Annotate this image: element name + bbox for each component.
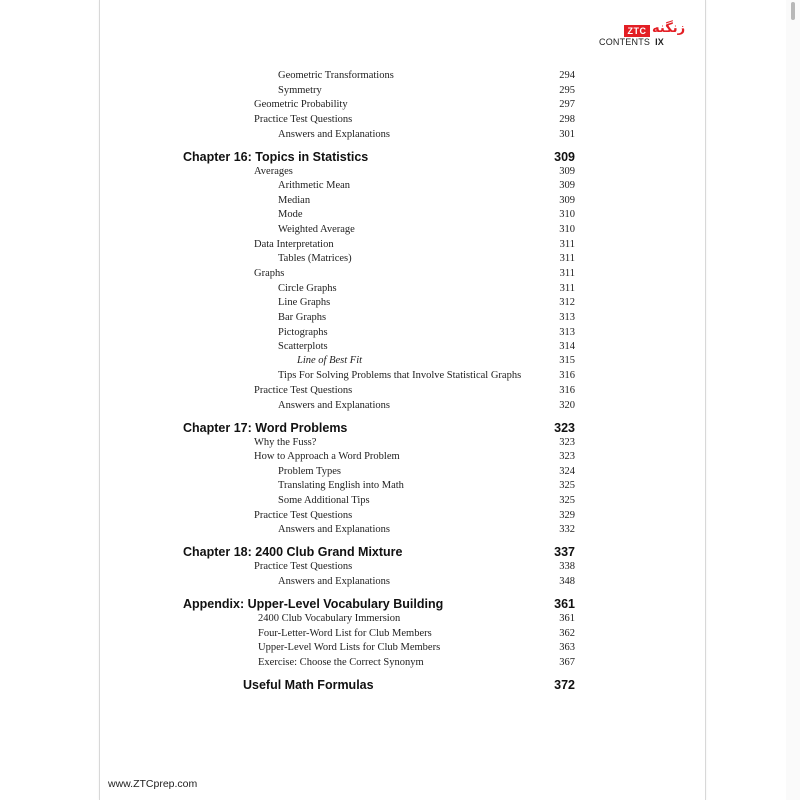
toc-entry-page: 332 <box>559 524 575 535</box>
toc-entry-page: 363 <box>559 642 575 653</box>
toc-entry-title: Why the Fuss? <box>254 437 317 448</box>
toc-entry <box>0 207 800 222</box>
toc-entry-page: 323 <box>554 421 575 435</box>
toc-entry-title: Line of Best Fit <box>297 355 363 366</box>
toc-entry <box>0 464 800 479</box>
toc-entry-page: 329 <box>559 510 575 521</box>
toc-entry-page: 324 <box>559 466 575 477</box>
toc-entry-page: 310 <box>559 224 575 235</box>
logo-wordmark: زنگنه <box>652 21 686 36</box>
toc-chapter-entry <box>0 676 800 694</box>
toc-entry-page: 294 <box>559 70 575 81</box>
toc-entry-page: 361 <box>559 613 575 624</box>
toc-entry-title: Data Interpretation <box>254 239 334 250</box>
toc-entry <box>0 178 800 193</box>
toc-entry-title: Weighted Average <box>278 224 355 235</box>
toc-entry-title: Problem Types <box>278 466 341 477</box>
toc-entry-title: Geometric Probability <box>254 99 348 110</box>
toc-entry-page: 325 <box>559 480 575 491</box>
toc-entry-page: 316 <box>559 370 575 381</box>
toc-entry-title: Median <box>278 195 311 206</box>
toc-entry-title: Averages <box>254 166 293 177</box>
toc-entry-page: 311 <box>559 253 575 264</box>
toc-entry-title: Answers and Explanations <box>278 129 390 140</box>
toc-entry-title: Tables (Matrices) <box>278 253 352 264</box>
toc-entry-title: Mode <box>278 209 303 220</box>
toc-entry-page: 311 <box>559 268 575 279</box>
toc-entry <box>0 574 800 589</box>
toc-entry <box>0 640 800 655</box>
toc-entry <box>0 435 800 450</box>
toc-entry-page: 313 <box>559 312 575 323</box>
toc-entry <box>0 478 800 493</box>
toc-entry-page: 314 <box>559 341 575 352</box>
toc-entry-page: 361 <box>554 597 575 611</box>
logo-ztc-badge: ZTC <box>624 25 650 37</box>
toc-entry-page: 315 <box>559 355 575 366</box>
toc-entry <box>0 68 800 83</box>
toc-entry-title: How to Approach a Word Problem <box>254 451 400 462</box>
toc-entry-title: Arithmetic Mean <box>278 180 351 191</box>
toc-entry <box>0 398 800 413</box>
toc-entry-page: 316 <box>559 385 575 396</box>
toc-entry-page: 313 <box>559 327 575 338</box>
toc-entry-title: Chapter 18: 2400 Club Grand Mixture <box>183 545 403 559</box>
toc-entry <box>0 339 800 354</box>
toc-entry <box>0 281 800 296</box>
toc-entry-title: Bar Graphs <box>278 312 327 323</box>
toc-entry-title: Practice Test Questions <box>254 114 353 125</box>
toc-entry-page: 362 <box>559 628 575 639</box>
toc-entry-title: Some Additional Tips <box>278 495 370 506</box>
toc-entry <box>0 164 800 179</box>
toc-entry-page: 325 <box>559 495 575 506</box>
toc-entry-title: Practice Test Questions <box>254 385 353 396</box>
toc-entry-page: 337 <box>554 545 575 559</box>
toc-entry <box>0 295 800 310</box>
toc-entry-title: Appendix: Upper-Level Vocabulary Building <box>183 597 444 611</box>
toc-entry-page: 312 <box>559 297 575 308</box>
toc-entry-title: Pictographs <box>278 327 328 338</box>
toc-entry-page: 367 <box>559 657 575 668</box>
toc-entry <box>0 383 800 398</box>
toc-entry-page: 372 <box>554 678 575 692</box>
toc-entry-page: 309 <box>559 180 575 191</box>
toc-entry <box>0 325 800 340</box>
toc-entry-title: Symmetry <box>278 85 322 96</box>
toc-entry-title: Useful Math Formulas <box>243 678 374 692</box>
toc-entry <box>0 655 800 670</box>
toc-entry <box>0 83 800 98</box>
ztc-logo <box>624 22 698 38</box>
toc-entry-page: 311 <box>559 283 575 294</box>
toc-entry-title: 2400 Club Vocabulary Immersion <box>258 613 401 624</box>
toc-entry <box>0 237 800 252</box>
toc-entry <box>0 611 800 626</box>
toc-entry-title: Practice Test Questions <box>254 561 353 572</box>
toc-entry-title: Practice Test Questions <box>254 510 353 521</box>
toc-entry <box>0 353 800 368</box>
toc-entry-page: 295 <box>559 85 575 96</box>
toc-entry <box>0 508 800 523</box>
toc-entry-title: Chapter 17: Word Problems <box>183 421 348 435</box>
toc-entry-page: 323 <box>559 437 575 448</box>
running-title: CONTENTS <box>599 37 651 47</box>
toc-entry-title: Chapter 16: Topics in Statistics <box>183 150 369 164</box>
toc-entry-title: Upper-Level Word Lists for Club Members <box>258 642 441 653</box>
toc-entry-title: Geometric Transformations <box>278 70 394 81</box>
toc-entry <box>0 368 800 383</box>
toc-entry-title: Tips For Solving Problems that Involve Statistical Graphs <box>278 370 522 381</box>
toc-entry <box>0 251 800 266</box>
page-numeral: IX <box>655 37 665 47</box>
toc-entry-page: 309 <box>559 166 575 177</box>
toc-entry-page: 309 <box>554 150 575 164</box>
toc-entry-title: Graphs <box>254 268 285 279</box>
toc-entry-title: Translating English into Math <box>278 480 404 491</box>
toc-entry-title: Answers and Explanations <box>278 524 390 535</box>
toc-entry-title: Answers and Explanations <box>278 576 390 587</box>
toc-entry <box>0 222 800 237</box>
toc-entry-title: Exercise: Choose the Correct Synonym <box>258 657 424 668</box>
toc-entry-page: 297 <box>559 99 575 110</box>
footer-url: www.ZTCprep.com <box>108 778 198 790</box>
toc-entry <box>0 193 800 208</box>
toc-entry <box>0 310 800 325</box>
toc-entry-page: 323 <box>559 451 575 462</box>
toc-entry-page: 338 <box>559 561 575 572</box>
toc-entry <box>0 493 800 508</box>
toc-entry-page: 298 <box>559 114 575 125</box>
toc-entry-title: Line Graphs <box>278 297 331 308</box>
toc-entry-title: Circle Graphs <box>278 283 337 294</box>
toc-entry-title: Answers and Explanations <box>278 400 390 411</box>
toc-entry <box>0 266 800 281</box>
toc-entry-page: 310 <box>559 209 575 220</box>
toc-entry <box>0 626 800 641</box>
toc-entry-page: 309 <box>559 195 575 206</box>
scroll-thumb[interactable] <box>791 2 795 20</box>
toc-entry-page: 311 <box>559 239 575 250</box>
toc-entry-page: 348 <box>559 576 575 587</box>
toc-entry-page: 320 <box>559 400 575 411</box>
toc-entry <box>0 559 800 574</box>
toc-entry-title: Scatterplots <box>278 341 328 352</box>
toc-entry <box>0 127 800 142</box>
toc-entry-title: Four-Letter-Word List for Club Members <box>258 628 432 639</box>
toc-entry <box>0 97 800 112</box>
toc-entry <box>0 522 800 537</box>
toc-entry <box>0 449 800 464</box>
running-head <box>599 37 664 47</box>
toc-entry <box>0 112 800 127</box>
toc-entry-page: 301 <box>559 129 575 140</box>
